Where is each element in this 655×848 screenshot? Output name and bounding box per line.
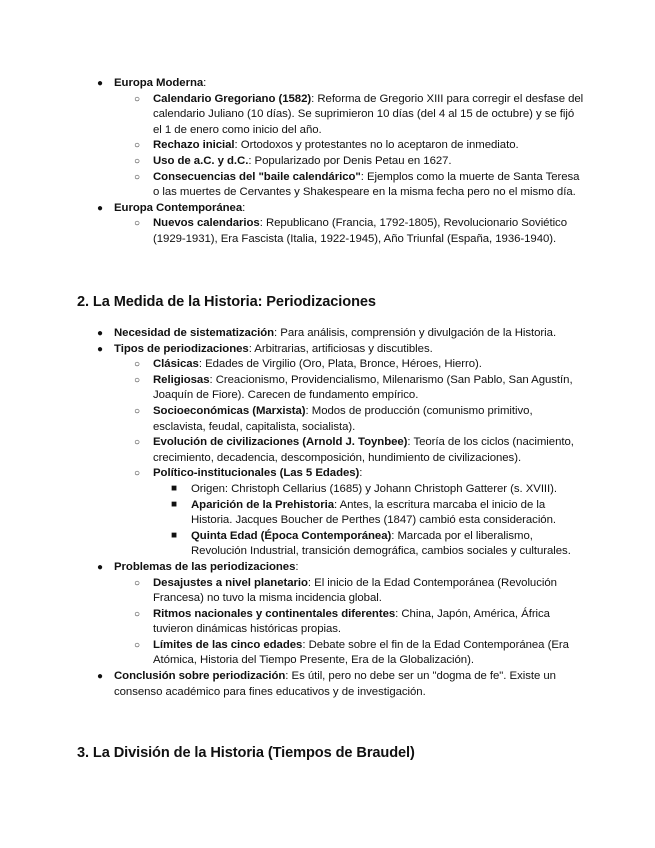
list-item: [171, 482, 586, 498]
item-text: Reforma de Gregorio XIII para corregir el desfase del calendario Juliano (10 días). Se suprimieron 10 días (del 4 al 15 de octubre) y se fijó el 1 de enero como inicio del año.: [153, 92, 584, 136]
item-label: Evolución de civilizaciones (Arnold J. Toynbee): [153, 436, 408, 449]
bullet-circle-icon: ○: [134, 140, 140, 152]
item-label: Conclusión sobre periodización: [114, 670, 286, 683]
contemporary-sublist: [134, 216, 586, 247]
item-label: Político-institucionales (Las 5 Edades): [153, 467, 360, 480]
item-label: Quinta Edad (Época Contemporánea): [191, 529, 392, 542]
bullet-square-icon: ■: [171, 529, 177, 541]
list-item: ○ Uso de a.C. y d.C.: Popularizado por Denis Petau en 1627.: [153, 154, 586, 170]
list-item-need: ● Necesidad de sistematización: Para análisis, comprensión y divulgación de la Historia.: [114, 326, 586, 342]
item-label: Tipos de periodizaciones: [114, 342, 249, 355]
item-label: Europa Moderna: [114, 77, 204, 89]
political-sublist: [171, 482, 586, 560]
item-text: Arbitrarias, artificiosas y discutibles.: [254, 342, 433, 355]
bullet-circle-icon: ○: [134, 437, 140, 449]
section-heading-2: 2. La Medida de la Historia: Periodizaciones: [77, 294, 376, 310]
list-item-political: ○ Político-institucionales (Las 5 Edades): ■ Origen: Christoph Cellarius (1685) y Johann Christoph Gatterer (s. XVIII). ■ Aparición de la Prehistoria: Antes, la escritura marcaba el inicio de la Historia. Jacques Boucher de Perthes (1847) cambió esta consideración. ■ Quinta Edad (Época Contemporánea): Marcada por el liberalismo, Revolución Industrial, transición demográfica, cambios sociales y culturales.: [153, 466, 586, 560]
item-label: Uso de a.C. y d.C.: [153, 154, 249, 167]
bullet-circle-icon: ○: [134, 468, 140, 480]
list-item: ○ Nuevos calendarios: Republicano (Francia, 1792-1805), Revolucionario Soviético (1929-1931), Era Fascista (Italia, 1922-1945), Año Triunfal (España, 1936-1940).: [134, 217, 567, 245]
bullet-circle-icon: ○: [134, 359, 140, 371]
list-item-modern: ● Europa Moderna: ○ Calendario Gregoriano (1582): Reforma de Gregorio XIII para corregir el desfase del calendario Juliano (10 días). Se suprimieron 10 días (del 4 al 15 de octubre) y se fijó el 1 de enero como inicio del año. ○ Rechazo inicial: Ortodoxos y protestantes no lo aceptaron de inmediato. ○ Uso de a.C. y d.C.: Popularizado por Denis Petau en 1627. ○ Consecuencias del "baile calendárico": Ejemplos como la muerte de Santa Teresa o las muertes de Cervantes y Shakespeare en la misma fecha pero no el mismo día.: [114, 76, 586, 201]
item-label: Rechazo inicial: [153, 139, 235, 152]
item-label: Límites de las cinco edades: [153, 638, 303, 651]
bullet-disc-icon: ●: [97, 671, 103, 683]
list-item: ○ Religiosas: Creacionismo, Providencialismo, Milenarismo (San Pablo, San Agustín, Joaquín de Fiore). Carecen de fundamento empírico.: [134, 373, 573, 402]
problems-sublist: [134, 576, 586, 670]
bullet-circle-icon: ○: [134, 608, 140, 620]
bullet-circle-icon: ○: [134, 374, 140, 386]
item-label: Consecuencias del "baile calendárico": [153, 170, 361, 183]
bullet-circle-icon: ○: [134, 171, 140, 183]
list-item-contemporary: ● Europa Contemporánea: ○ Nuevos calendarios: Republicano (Francia, 1792-1805), Revolucionario Soviético (1929-1931), Era Fascista (Italia, 1922-1945), Año Triunfal (España, 1936-1940).: [114, 201, 586, 248]
list-item: ○ Límites de las cinco edades: Debate sobre el fin de la Edad Contemporánea (Era Atómica, Historia del Tiempo Presente, Era de la Globalización).: [134, 638, 569, 667]
item-text: Modos de producción (comunismo primitivo, esclavista, feudal, capitalista, socialista).: [153, 404, 533, 433]
item-label: Clásicas: [153, 358, 199, 371]
bullet-circle-icon: ○: [134, 218, 140, 230]
list-item: ○ Desajustes a nivel planetario: El inicio de la Edad Contemporánea (Revolución Francesa) no tuvo la misma incidencia global.: [134, 576, 557, 605]
item-label: Necesidad de sistematización: [114, 327, 275, 339]
item-text: Edades de Virgilio (Oro, Plata, Bronce, Héroes, Hierro).: [205, 358, 482, 371]
bullet-circle-icon: ○: [134, 93, 140, 105]
types-sublist: [134, 357, 586, 560]
item-label: Socioeconómicas (Marxista): [153, 404, 306, 417]
item-label: Nuevos calendarios: [153, 217, 260, 230]
list-item: ○ Calendario Gregoriano (1582): Reforma de Gregorio XIII para corregir el desfase del calendario Juliano (10 días). Se suprimieron 10 días (del 4 al 15 de octubre) y se fijó el 1 de enero como inicio del año.: [134, 92, 584, 136]
list-item-conclusion: ● Conclusión sobre periodización: Es útil, pero no debe ser un "dogma de fe". Existe un consenso académico para fines educativos y de investigación.: [97, 670, 556, 698]
list-item: ○ Rechazo inicial: Ortodoxos y protestantes no lo aceptaron de inmediato.: [153, 138, 586, 154]
bullet-circle-icon: ○: [134, 577, 140, 589]
list-item: ○ Evolución de civilizaciones (Arnold J. Toynbee): Teoría de los ciclos (nacimiento, crecimiento, decadencia, descomposición, hundimiento de civilizaciones).: [134, 436, 574, 464]
item-text: Debate sobre el fin de la Edad Contemporánea (Era Atómica, Historia del Tiempo Presente, Era de la Globalización).: [153, 638, 569, 667]
bullet-disc-icon: ●: [97, 343, 103, 355]
item-label: Calendario Gregoriano (1582): [153, 92, 312, 105]
list-item: ○ Socioeconómicas (Marxista): Modos de producción (comunismo primitivo, esclavista, feudal, capitalista, socialista).: [134, 404, 533, 433]
item-label: Desajustes a nivel planetario: [153, 576, 308, 589]
item-text: Antes, la escritura marcaba el inicio de la Historia. Jacques Boucher de Perthes (1847) cambió esta consideración.: [191, 498, 556, 527]
item-text: Teoría de los ciclos (nacimiento, crecimiento, decadencia, descomposición, hundimiento de civilizaciones).: [153, 436, 574, 464]
item-text: Es útil, pero no debe ser un "dogma de fe". Existe un consenso académico para fines educativos y de investigación.: [114, 670, 556, 698]
bullet-disc-icon: ●: [97, 78, 103, 89]
bullet-disc-icon: ●: [97, 202, 103, 214]
item-text: Republicano (Francia, 1792-1805), Revolucionario Soviético (1929-1931), Era Fascista (Italia, 1922-1945), Año Triunfal (España, 1936-1940).: [153, 217, 567, 245]
item-text: Ejemplos como la muerte de Santa Teresa o las muertes de Cervantes y Shakespeare en la misma fecha pero no el mismo día.: [153, 170, 580, 199]
bullet-disc-icon: ●: [97, 561, 103, 573]
item-text: Ortodoxos y protestantes no lo aceptaron de inmediato.: [240, 139, 519, 152]
bullet-circle-icon: ○: [134, 405, 140, 417]
item-label: Problemas de las periodizaciones: [114, 560, 296, 573]
list-item: ○ Clásicas: Edades de Virgilio (Oro, Plata, Bronce, Héroes, Hierro).: [153, 357, 586, 373]
item-text: Origen: Christoph Cellarius (1685) y Johann Christoph Gatterer (s. XVIII).: [191, 482, 558, 495]
bullet-square-icon: ■: [171, 498, 177, 510]
bullet-square-icon: ■: [171, 482, 177, 494]
calendar-list: [97, 76, 586, 248]
periodization-list: [97, 326, 586, 700]
list-item: ○ Ritmos nacionales y continentales diferentes: China, Japón, América, África tuvieron dinámicas históricas propias.: [134, 607, 550, 636]
item-text: Popularizado por Denis Petau en 1627.: [254, 154, 452, 167]
item-text: Creacionismo, Providencialismo, Milenarismo (San Pablo, San Agustín, Joaquín de Fiore). Carecen de fundamento empírico.: [153, 373, 573, 402]
list-item-types: ● Tipos de periodizaciones: Arbitrarias, artificiosas y discutibles. ○ Clásicas: Edades de Virgilio (Oro, Plata, Bronce, Héroes, Hierro). ○ Religiosas: Creacionismo, Providencialismo, Milenarismo (San Pablo, San Agustín, Joaquín de Fiore). Carecen de fundamento empírico. ○ Socioeconómicas (Marxista): Modos de producción (comunismo primitivo, esclavista, feudal, capitalista, socialista). ○ Evolución de civilizaciones (Arnold J. Toynbee): Teoría de los ciclos (nacimiento, crecimiento, decadencia, descomposición, hundimiento de civilizaciones). ○ Político-institucionales (Las 5 Edades): ■ Origen: Christoph Cellarius (1685) y Johann Christoph Gatterer (s. XVIII). ■ Aparición de la Prehistoria: Antes, la escritura marcaba el inicio de la Historia. Jacques Boucher de Perthes (1847) cambió esta consideración. ■ Quinta Edad (Época Contemporánea): Marcada por el liberalismo, Revolución Industrial, transición demográfica, cambios sociales y culturales.: [114, 342, 586, 560]
item-text: China, Japón, América, África tuvieron dinámicas históricas propias.: [153, 607, 550, 636]
item-text: El inicio de la Edad Contemporánea (Revolución Francesa) no tuvo la misma incidencia global.: [153, 576, 557, 605]
list-item: ○ Consecuencias del "baile calendárico": Ejemplos como la muerte de Santa Teresa o las muertes de Cervantes y Shakespeare en la misma fecha pero no el mismo día.: [134, 170, 580, 199]
item-text: Marcada por el liberalismo, Revolución Industrial, transición demográfica, cambios sociales y culturales.: [191, 529, 571, 558]
item-text: Para análisis, comprensión y divulgación de la Historia.: [280, 327, 557, 339]
item-label: Religiosas: [153, 373, 210, 386]
bullet-circle-icon: ○: [134, 155, 140, 167]
modern-sublist: [134, 92, 586, 201]
bullet-circle-icon: ○: [134, 639, 140, 651]
list-item: ■ Aparición de la Prehistoria: Antes, la escritura marcaba el inicio de la Historia. Jacques Boucher de Perthes (1847) cambió esta consideración.: [171, 498, 556, 527]
bullet-disc-icon: ●: [97, 328, 103, 339]
item-label: Aparición de la Prehistoria: [191, 498, 334, 511]
list-item-problems: ● Problemas de las periodizaciones: ○ Desajustes a nivel planetario: El inicio de la Edad Contemporánea (Revolución Francesa) no tuvo la misma incidencia global. ○ Ritmos nacionales y continentales diferentes: China, Japón, América, África tuvieron dinámicas históricas propias. ○ Límites de las cinco edades: Debate sobre el fin de la Edad Contemporánea (Era Atómica, Historia del Tiempo Presente, Era de la Globalización).: [114, 560, 586, 669]
item-label: Ritmos nacionales y continentales diferentes: [153, 607, 396, 620]
list-item: ■ Quinta Edad (Época Contemporánea): Marcada por el liberalismo, Revolución Industrial, transición demográfica, cambios sociales y culturales.: [171, 529, 571, 558]
section-heading-3: 3. La División de la Historia (Tiempos de Braudel): [77, 745, 415, 761]
item-label: Europa Contemporánea: [114, 201, 243, 214]
